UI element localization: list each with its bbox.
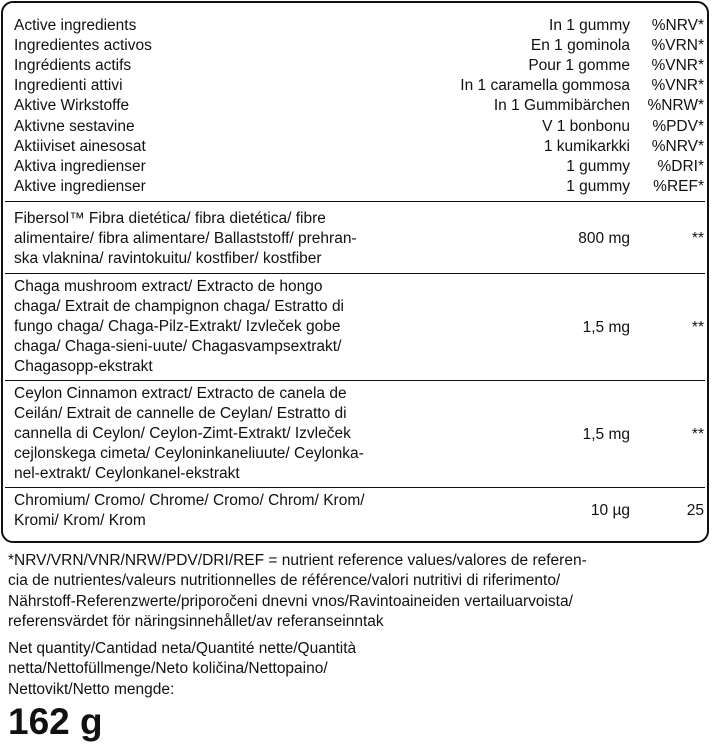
reference-values-footnote [8, 551, 710, 633]
ingredient-name-line: cannella di Ceylon/ Ceylon-Zimt-Extrakt/ Izvleček [14, 425, 351, 443]
header-label: Active ingredients [14, 17, 137, 34]
ingredient-name [14, 277, 344, 377]
supplement-facts-panel [1, 1, 709, 543]
ingredient-name-line: Ceylon Cinnamon extract/ Extracto de canela de [14, 385, 347, 402]
header-amount: 1 gummy [566, 157, 630, 175]
divider [5, 201, 705, 202]
header-label: Aktiva ingredienser [14, 157, 146, 175]
ingredient-name-line: alimentaire/ fibra alimentare/ Ballaststoff/ prehran- [14, 230, 357, 248]
header-row [14, 16, 704, 36]
footnote-line: Nährstoff-Referenzwerte/priporočeni dnevni vnos/Ravintoaineiden vertailuarvoista/ [8, 592, 573, 610]
ingredient-name-line: Ceilán/ Extrait de cannelle de Ceylan/ Estratto di [14, 405, 347, 423]
ingredient-row-chaga [14, 277, 704, 379]
net-quantity-line: Net quantity/Cantidad neta/Quantité nette/Quantità [8, 640, 357, 657]
header-label: Ingredientes activos [14, 37, 152, 55]
header-ref: %REF* [653, 177, 704, 195]
header-ref: %VNR* [651, 77, 704, 95]
header-label: Aktive ingredienser [14, 177, 146, 195]
ingredient-name-line: Kromi/ Krom/ Krom [14, 512, 146, 530]
header-label: Ingrédients actifs [14, 57, 132, 75]
header-ref: %VNR* [651, 57, 704, 75]
header-table [14, 16, 704, 198]
header-amount: In 1 gummy [549, 17, 630, 34]
ingredient-name-line: Chagasopp-ekstrakt [14, 358, 153, 376]
footnote-line: *NRV/VRN/VNR/NRW/PDV/DRI/REF = nutrient reference values/valores de referen- [8, 552, 587, 569]
ingredient-name-line: fungo chaga/ Chaga-Pilz-Extrakt/ Izvleček gobe [14, 318, 341, 336]
divider [5, 380, 705, 381]
ingredient-name-line: cejlonskega cimeta/ Ceyloninkaneliuute/ Ceylonka- [14, 445, 364, 463]
ingredient-ref: ** [691, 319, 704, 336]
footnote-line: cia de nutrientes/valeurs nutritionnelles de référence/valori nutritivi di riferimento/ [8, 572, 561, 590]
header-ref: %NRV* [651, 137, 704, 155]
ingredient-ref: ** [691, 426, 704, 443]
divider [5, 273, 705, 274]
header-label: Aktiiviset ainesosat [14, 137, 146, 155]
ingredient-ref: ** [691, 230, 704, 248]
ingredient-name-line: Chaga mushroom extract/ Extracto de hongo [14, 278, 323, 295]
header-label: Ingredienti attivi [14, 77, 123, 95]
header-ref: %NRW* [647, 97, 704, 115]
header-row [14, 177, 704, 197]
ingredient-ref: 25 [686, 502, 704, 519]
ingredient-amount: 1,5 mg [582, 426, 630, 443]
header-row [14, 137, 704, 157]
ingredient-amount: 1,5 mg [582, 319, 630, 336]
header-amount: En 1 gominola [530, 37, 630, 55]
header-row [14, 117, 704, 137]
ingredient-name-line: chaga/ Extrait de champignon chaga/ Estratto di [14, 298, 345, 316]
header-row [14, 36, 704, 56]
header-row [14, 96, 704, 116]
header-ref: %DRI* [657, 157, 704, 175]
header-amount: In 1 caramella gommosa [460, 77, 630, 95]
ingredient-row-chromium [14, 491, 704, 533]
header-ref: %NRV* [651, 17, 704, 34]
header-label: Aktive Wirkstoffe [14, 97, 130, 115]
header-amount: 1 gummy [566, 177, 630, 195]
ingredient-amount: 10 µg [590, 502, 630, 519]
header-amount: V 1 bonbonu [542, 117, 630, 135]
footnote-line: referensvärdet för näringsinnehållet/av referanseinntak [8, 613, 384, 631]
ingredient-row-fibersol [14, 209, 704, 271]
divider [5, 487, 705, 488]
ingredient-row-ceylon-cinnamon [14, 384, 704, 486]
net-quantity-label [8, 639, 710, 700]
header-row [14, 76, 704, 96]
ingredient-name-line: Chromium/ Cromo/ Chrome/ Cromo/ Chrom/ Krom/ [14, 492, 365, 509]
ingredient-name-line: chaga/ Chaga-sieni-uute/ Chagasvampsextrakt/ [14, 338, 342, 356]
ingredient-name [14, 491, 365, 531]
net-quantity-line: netta/Nettofüllmenge/Neto količina/Nettopaino/ [8, 660, 328, 678]
net-weight-value: 162 g [8, 701, 103, 742]
header-amount: 1 kumikarkki [543, 137, 630, 155]
ingredient-name-line: ska vlaknina/ ravintokuitu/ kostfiber/ kostfiber [14, 250, 322, 268]
net-quantity-line: Nettovikt/Netto mengde: [8, 680, 175, 698]
header-amount: Pour 1 gomme [528, 57, 630, 75]
header-row [14, 56, 704, 76]
header-label: Aktivne sestavine [14, 117, 135, 135]
header-ref: %PDV* [652, 117, 704, 135]
ingredient-amount: 800 mg [578, 230, 630, 248]
header-row [14, 157, 704, 177]
header-ref: %VRN* [651, 37, 704, 55]
header-amount: In 1 Gummibärchen [493, 97, 630, 115]
ingredient-name [14, 209, 357, 269]
ingredient-name-line: Fibersol™ Fibra dietética/ fibra dietética/ fibre [14, 210, 326, 227]
ingredient-name-line: nel-extrakt/ Ceylonkanel-ekstrakt [14, 465, 240, 483]
ingredient-name [14, 384, 364, 484]
